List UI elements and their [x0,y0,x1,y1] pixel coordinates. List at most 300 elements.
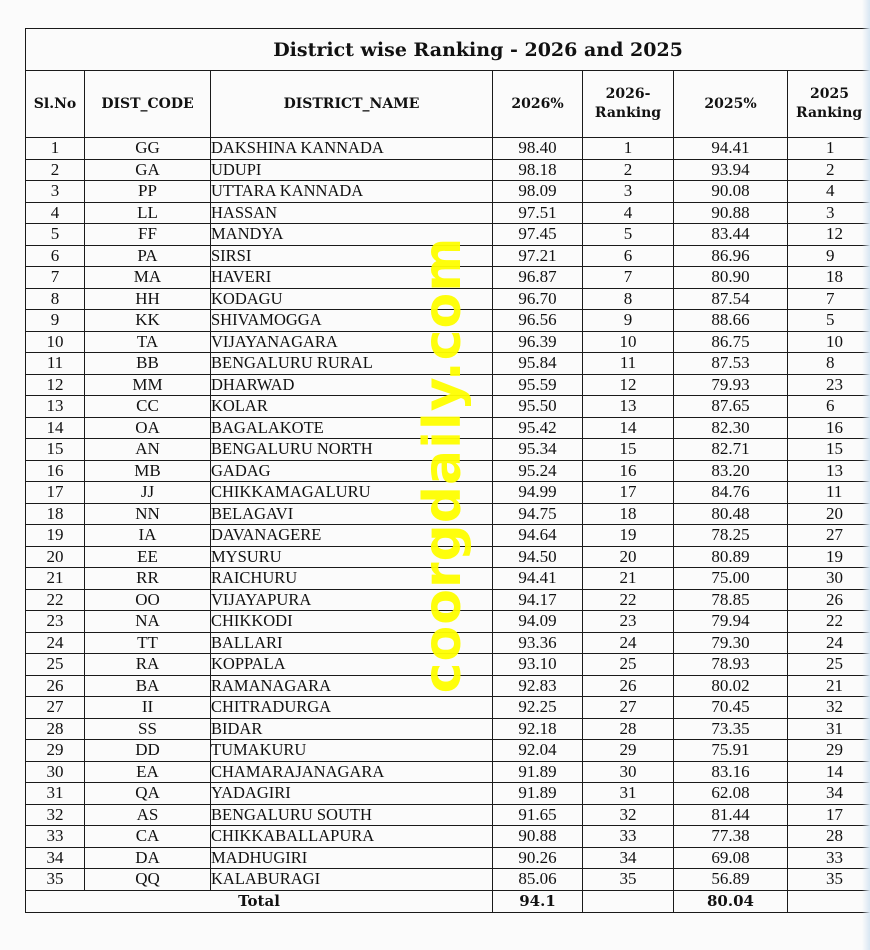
ranking-2025-cell: 10 [788,331,870,353]
table-row [26,546,870,568]
percent-2025-cell: 69.08 [674,847,788,869]
sl-no-cell: 10 [26,331,85,353]
ranking-2025-cell: 12 [788,224,870,246]
district-name-cell: MADHUGIRI [211,847,493,869]
ranking-2025-cell: 20 [788,503,870,525]
ranking-2026-cell: 18 [583,503,674,525]
table-row [26,675,870,697]
percent-2026-cell: 92.25 [493,697,583,719]
ranking-2026-cell: 27 [583,697,674,719]
percent-2025-cell: 62.08 [674,783,788,805]
percent-2026-cell: 98.09 [493,181,583,203]
table-row [26,331,870,353]
district-name-cell: KALABURAGI [211,869,493,891]
percent-2026-cell: 96.39 [493,331,583,353]
sl-no-cell: 27 [26,697,85,719]
percent-2025-cell: 78.85 [674,589,788,611]
sl-no-cell: 34 [26,847,85,869]
percent-2025-cell: 80.48 [674,503,788,525]
district-name-cell: MANDYA [211,224,493,246]
sl-no-cell: 1 [26,138,85,160]
header-2026-ranking [583,71,674,138]
percent-2025-cell: 87.54 [674,288,788,310]
table-row [26,783,870,805]
dist-code-cell: OO [85,589,211,611]
percent-2026-cell: 98.40 [493,138,583,160]
percent-2025-cell: 70.45 [674,697,788,719]
ranking-2026-cell: 1 [583,138,674,160]
table-row [26,181,870,203]
ranking-2026-cell: 10 [583,331,674,353]
district-name-cell: VIJAYANAGARA [211,331,493,353]
percent-2025-cell: 80.90 [674,267,788,289]
table-row [26,353,870,375]
table-row [26,288,870,310]
ranking-2025-cell: 31 [788,718,870,740]
ranking-2026-cell: 19 [583,525,674,547]
ranking-2025-cell: 1 [788,138,870,160]
dist-code-cell: PA [85,245,211,267]
ranking-2026-cell: 6 [583,245,674,267]
table-row [26,568,870,590]
district-name-cell: SHIVAMOGGA [211,310,493,332]
table-row [26,224,870,246]
table-row [26,525,870,547]
total-2025-percent: 80.04 [674,890,788,912]
percent-2026-cell: 91.65 [493,804,583,826]
sl-no-cell: 18 [26,503,85,525]
percent-2026-cell: 97.21 [493,245,583,267]
percent-2026-cell: 97.45 [493,224,583,246]
ranking-2026-cell: 13 [583,396,674,418]
total-2026-percent: 94.1 [493,890,583,912]
dist-code-cell: NN [85,503,211,525]
total-2026-ranking [583,890,674,912]
ranking-2026-cell: 22 [583,589,674,611]
ranking-2025-cell: 7 [788,288,870,310]
ranking-2026-cell: 30 [583,761,674,783]
percent-2025-cell: 78.93 [674,654,788,676]
table-row [26,202,870,224]
percent-2025-cell: 94.41 [674,138,788,160]
ranking-2025-cell: 19 [788,546,870,568]
sl-no-cell: 23 [26,611,85,633]
ranking-2026-cell: 21 [583,568,674,590]
percent-2025-cell: 75.00 [674,568,788,590]
dist-code-cell: AS [85,804,211,826]
sl-no-cell: 12 [26,374,85,396]
ranking-2026-cell: 32 [583,804,674,826]
table-row [26,245,870,267]
table-row [26,869,870,891]
sl-no-cell: 7 [26,267,85,289]
sl-no-cell: 24 [26,632,85,654]
district-name-cell: MYSURU [211,546,493,568]
district-name-cell: HASSAN [211,202,493,224]
sl-no-cell: 32 [26,804,85,826]
percent-2026-cell: 92.18 [493,718,583,740]
percent-2026-cell: 94.99 [493,482,583,504]
header-2025-percent: 2025% [674,71,788,138]
dist-code-cell: RR [85,568,211,590]
sl-no-cell: 22 [26,589,85,611]
district-name-cell: DAVANAGERE [211,525,493,547]
ranking-2026-cell: 35 [583,869,674,891]
ranking-2025-cell: 21 [788,675,870,697]
district-name-cell: UTTARA KANNADA [211,181,493,203]
sl-no-cell: 19 [26,525,85,547]
percent-2026-cell: 94.75 [493,503,583,525]
dist-code-cell: LL [85,202,211,224]
dist-code-cell: II [85,697,211,719]
total-label: Total [26,890,493,912]
dist-code-cell: SS [85,718,211,740]
district-name-cell: BENGALURU RURAL [211,353,493,375]
table-row [26,611,870,633]
sl-no-cell: 5 [26,224,85,246]
percent-2026-cell: 92.83 [493,675,583,697]
dist-code-cell: CA [85,826,211,848]
district-name-cell: KOPPALA [211,654,493,676]
sl-no-cell: 4 [26,202,85,224]
percent-2026-cell: 94.41 [493,568,583,590]
district-name-cell: VIJAYAPURA [211,589,493,611]
sl-no-cell: 6 [26,245,85,267]
ranking-2026-cell: 17 [583,482,674,504]
table-row [26,439,870,461]
sl-no-cell: 3 [26,181,85,203]
table-row [26,761,870,783]
dist-code-cell: CC [85,396,211,418]
table-title-text: District wise Ranking - 2026 and 2025 [273,38,683,61]
percent-2025-cell: 81.44 [674,804,788,826]
ranking-2026-cell: 4 [583,202,674,224]
percent-2025-cell: 82.30 [674,417,788,439]
district-name-cell: UDUPI [211,159,493,181]
dist-code-cell: PP [85,181,211,203]
district-name-cell: CHITRADURGA [211,697,493,719]
percent-2025-cell: 79.94 [674,611,788,633]
sl-no-cell: 21 [26,568,85,590]
ranking-2026-cell: 15 [583,439,674,461]
dist-code-cell: NA [85,611,211,633]
header-row [26,71,870,138]
dist-code-cell: GG [85,138,211,160]
table-row [26,159,870,181]
sl-no-cell: 25 [26,654,85,676]
ranking-2026-cell: 5 [583,224,674,246]
table-row [26,138,870,160]
ranking-2026-cell: 26 [583,675,674,697]
ranking-2026-cell: 12 [583,374,674,396]
table-row [26,632,870,654]
district-name-cell: BAGALAKOTE [211,417,493,439]
district-name-cell: KOLAR [211,396,493,418]
dist-code-cell: MA [85,267,211,289]
percent-2026-cell: 96.70 [493,288,583,310]
dist-code-cell: EE [85,546,211,568]
district-name-cell: SIRSI [211,245,493,267]
title-row [26,29,870,71]
dist-code-cell: QQ [85,869,211,891]
dist-code-cell: FF [85,224,211,246]
ranking-2025-cell: 13 [788,460,870,482]
ranking-2026-cell: 31 [583,783,674,805]
percent-2025-cell: 82.71 [674,439,788,461]
ranking-2026-cell: 25 [583,654,674,676]
ranking-2026-cell: 34 [583,847,674,869]
district-name-cell: RAICHURU [211,568,493,590]
district-name-cell: CHIKKODI [211,611,493,633]
percent-2026-cell: 93.10 [493,654,583,676]
table-row [26,310,870,332]
ranking-2025-cell: 33 [788,847,870,869]
district-name-cell: CHIKKAMAGALURU [211,482,493,504]
ranking-2026-cell: 29 [583,740,674,762]
sl-no-cell: 35 [26,869,85,891]
ranking-2025-cell: 9 [788,245,870,267]
ranking-2025-cell: 25 [788,654,870,676]
sl-no-cell: 29 [26,740,85,762]
table-row [26,804,870,826]
header-2025-ranking-line1: 2025 [810,86,849,102]
district-name-cell: KODAGU [211,288,493,310]
percent-2026-cell: 94.17 [493,589,583,611]
ranking-2025-cell: 15 [788,439,870,461]
percent-2025-cell: 90.08 [674,181,788,203]
ranking-2025-cell: 22 [788,611,870,633]
ranking-2025-cell: 6 [788,396,870,418]
percent-2026-cell: 91.89 [493,783,583,805]
ranking-2025-cell: 14 [788,761,870,783]
district-name-cell: CHIKKABALLAPURA [211,826,493,848]
table-row [26,718,870,740]
table-row [26,740,870,762]
table-row [26,697,870,719]
table-body [26,138,870,891]
ranking-2026-cell: 28 [583,718,674,740]
ranking-2025-cell: 4 [788,181,870,203]
percent-2026-cell: 92.04 [493,740,583,762]
dist-code-cell: OA [85,417,211,439]
table-title [26,29,870,71]
percent-2026-cell: 96.87 [493,267,583,289]
sl-no-cell: 15 [26,439,85,461]
ranking-2025-cell: 34 [788,783,870,805]
table-row [26,847,870,869]
percent-2025-cell: 87.65 [674,396,788,418]
district-name-cell: BELAGAVI [211,503,493,525]
dist-code-cell: BA [85,675,211,697]
table-row [26,654,870,676]
ranking-2026-cell: 14 [583,417,674,439]
district-name-cell: TUMAKURU [211,740,493,762]
ranking-2025-cell: 35 [788,869,870,891]
ranking-2025-cell: 30 [788,568,870,590]
district-name-cell: GADAG [211,460,493,482]
dist-code-cell: EA [85,761,211,783]
ranking-2025-cell: 29 [788,740,870,762]
dist-code-cell: MB [85,460,211,482]
percent-2025-cell: 75.91 [674,740,788,762]
district-name-cell: BALLARI [211,632,493,654]
ranking-2025-cell: 32 [788,697,870,719]
dist-code-cell: BB [85,353,211,375]
percent-2026-cell: 96.56 [493,310,583,332]
sl-no-cell: 26 [26,675,85,697]
percent-2026-cell: 93.36 [493,632,583,654]
sl-no-cell: 14 [26,417,85,439]
dist-code-cell: QA [85,783,211,805]
table-row [26,460,870,482]
sl-no-cell: 11 [26,353,85,375]
sl-no-cell: 33 [26,826,85,848]
percent-2026-cell: 94.64 [493,525,583,547]
percent-2026-cell: 85.06 [493,869,583,891]
ranking-2026-cell: 8 [583,288,674,310]
ranking-2025-cell: 16 [788,417,870,439]
dist-code-cell: JJ [85,482,211,504]
header-2025-ranking [788,71,870,138]
sl-no-cell: 28 [26,718,85,740]
percent-2025-cell: 84.76 [674,482,788,504]
percent-2026-cell: 90.26 [493,847,583,869]
dist-code-cell: HH [85,288,211,310]
dist-code-cell: IA [85,525,211,547]
table-row [26,374,870,396]
dist-code-cell: DA [85,847,211,869]
ranking-2026-cell: 7 [583,267,674,289]
header-2025-ranking-line2: Ranking [796,105,863,121]
dist-code-cell: KK [85,310,211,332]
ranking-2025-cell: 11 [788,482,870,504]
ranking-2025-cell: 5 [788,310,870,332]
percent-2025-cell: 86.75 [674,331,788,353]
ranking-2025-cell: 2 [788,159,870,181]
district-name-cell: BIDAR [211,718,493,740]
percent-2025-cell: 77.38 [674,826,788,848]
table-row [26,589,870,611]
ranking-2025-cell: 17 [788,804,870,826]
percent-2025-cell: 73.35 [674,718,788,740]
dist-code-cell: TA [85,331,211,353]
dist-code-cell: AN [85,439,211,461]
percent-2025-cell: 90.88 [674,202,788,224]
table-row [26,826,870,848]
percent-2026-cell: 95.59 [493,374,583,396]
ranking-2026-cell: 9 [583,310,674,332]
percent-2026-cell: 95.42 [493,417,583,439]
table-row [26,482,870,504]
ranking-2025-cell: 23 [788,374,870,396]
sl-no-cell: 13 [26,396,85,418]
district-name-cell: CHAMARAJANAGARA [211,761,493,783]
district-name-cell: HAVERI [211,267,493,289]
percent-2025-cell: 79.30 [674,632,788,654]
watermark: coorgdaily.com [413,236,473,694]
ranking-2026-cell: 20 [583,546,674,568]
ranking-2026-cell: 33 [583,826,674,848]
ranking-2025-cell: 26 [788,589,870,611]
ranking-2025-cell: 24 [788,632,870,654]
sl-no-cell: 17 [26,482,85,504]
percent-2026-cell: 95.84 [493,353,583,375]
ranking-2025-cell: 27 [788,525,870,547]
ranking-2025-cell: 18 [788,267,870,289]
ranking-2025-cell: 3 [788,202,870,224]
dist-code-cell: GA [85,159,211,181]
percent-2025-cell: 83.16 [674,761,788,783]
ranking-2025-cell: 28 [788,826,870,848]
table-row [26,417,870,439]
district-ranking-table [25,28,870,913]
district-name-cell: BENGALURU SOUTH [211,804,493,826]
percent-2026-cell: 97.51 [493,202,583,224]
header-2026-ranking-line1: 2026- [605,86,651,102]
district-name-cell: DAKSHINA KANNADA [211,138,493,160]
percent-2025-cell: 78.25 [674,525,788,547]
header-2026-ranking-line2: Ranking [594,105,662,121]
percent-2025-cell: 80.02 [674,675,788,697]
table-row [26,267,870,289]
header-sl-no: Sl.No [26,71,85,138]
percent-2025-cell: 80.89 [674,546,788,568]
district-name-cell: RAMANAGARA [211,675,493,697]
district-name-cell: BENGALURU NORTH [211,439,493,461]
header-dist-code: DIST_CODE [85,71,211,138]
dist-code-cell: MM [85,374,211,396]
ranking-2025-cell: 8 [788,353,870,375]
percent-2025-cell: 56.89 [674,869,788,891]
percent-2025-cell: 88.66 [674,310,788,332]
dist-code-cell: RA [85,654,211,676]
district-name-cell: YADAGIRI [211,783,493,805]
percent-2025-cell: 83.20 [674,460,788,482]
ranking-2026-cell: 11 [583,353,674,375]
percent-2026-cell: 94.09 [493,611,583,633]
sl-no-cell: 2 [26,159,85,181]
page-edge-shadow [862,0,870,950]
district-name-cell: DHARWAD [211,374,493,396]
ranking-2026-cell: 24 [583,632,674,654]
percent-2025-cell: 86.96 [674,245,788,267]
percent-2025-cell: 79.93 [674,374,788,396]
sl-no-cell: 16 [26,460,85,482]
sl-no-cell: 31 [26,783,85,805]
sl-no-cell: 9 [26,310,85,332]
table-row [26,396,870,418]
header-district-name: DISTRICT_NAME [211,71,493,138]
percent-2026-cell: 98.18 [493,159,583,181]
dist-code-cell: DD [85,740,211,762]
percent-2026-cell: 91.89 [493,761,583,783]
ranking-2026-cell: 16 [583,460,674,482]
percent-2026-cell: 95.50 [493,396,583,418]
sl-no-cell: 30 [26,761,85,783]
table-row [26,503,870,525]
percent-2025-cell: 93.94 [674,159,788,181]
sl-no-cell: 20 [26,546,85,568]
percent-2025-cell: 87.53 [674,353,788,375]
ranking-2026-cell: 3 [583,181,674,203]
ranking-2026-cell: 2 [583,159,674,181]
percent-2026-cell: 94.50 [493,546,583,568]
dist-code-cell: TT [85,632,211,654]
ranking-2026-cell: 23 [583,611,674,633]
total-row [26,890,870,912]
percent-2026-cell: 90.88 [493,826,583,848]
header-2026-percent: 2026% [493,71,583,138]
